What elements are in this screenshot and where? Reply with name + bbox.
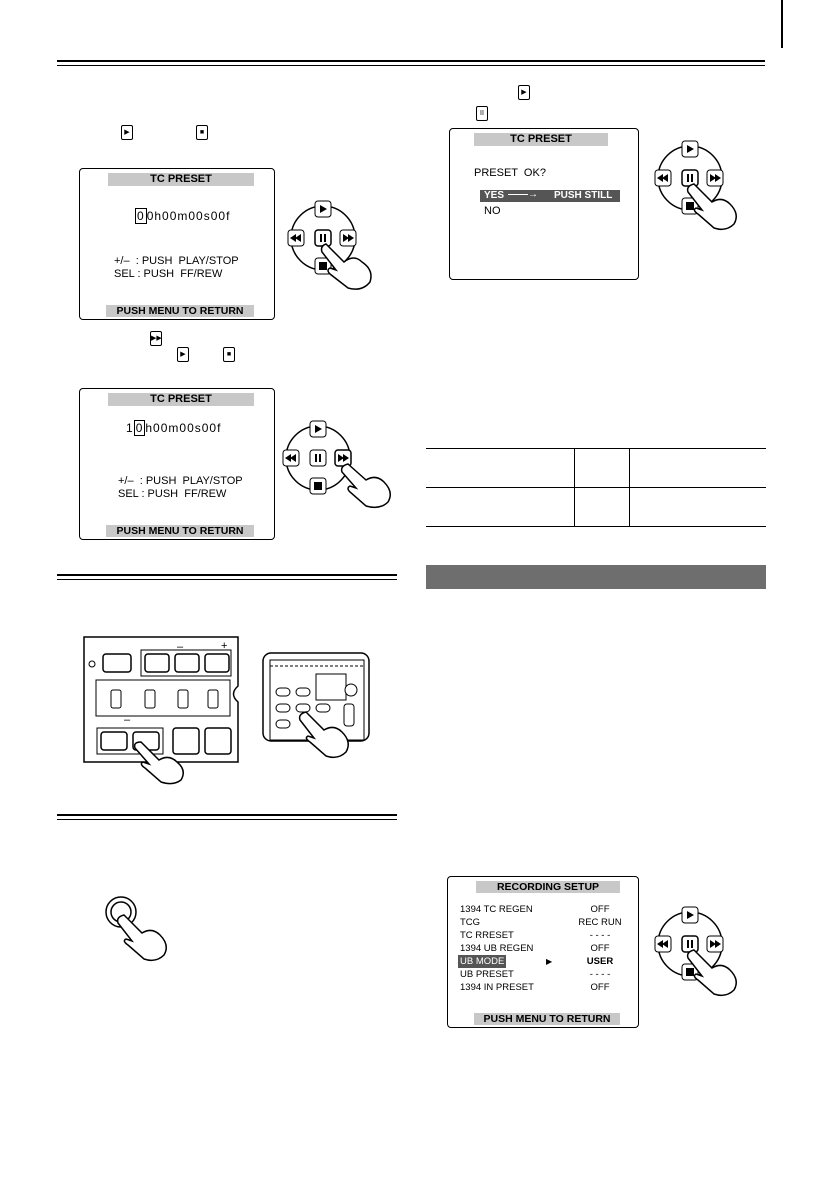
control-pad-icon-3 bbox=[648, 138, 760, 238]
tc-preset-screen-2 bbox=[79, 388, 275, 540]
menu-row-1394-in-preset: 1394 IN PRESET OFF bbox=[460, 982, 610, 993]
settings-table bbox=[426, 448, 766, 527]
timecode-display: 0 0h00m00s00f bbox=[137, 209, 231, 223]
panel-minus-sign-lower: – bbox=[124, 714, 131, 726]
yes-option-highlight bbox=[480, 190, 620, 202]
remote-control-illustration bbox=[262, 652, 384, 762]
table-row bbox=[426, 488, 766, 527]
menu-row-tcg: TCG REC RUN bbox=[460, 917, 622, 928]
section-rule bbox=[57, 814, 397, 816]
tc-preset-screen-1 bbox=[79, 168, 275, 320]
help-line-1: +/– : PUSH PLAY/STOP bbox=[114, 255, 239, 267]
panel-minus-sign: – bbox=[177, 641, 184, 653]
timecode-cursor: 0 bbox=[137, 209, 145, 223]
page-edge-line bbox=[781, 0, 783, 48]
screen-title: TC PRESET bbox=[108, 173, 254, 186]
preset-ok-question: PRESET OK? bbox=[474, 167, 546, 179]
control-pad-icon-2 bbox=[276, 412, 396, 512]
stop-button-icon: ■ bbox=[196, 125, 208, 140]
section-rule-thin bbox=[57, 819, 397, 820]
help-line-2: SEL : PUSH FF/REW bbox=[118, 488, 227, 500]
screen-title: RECORDING SETUP bbox=[476, 881, 620, 893]
table-cell bbox=[630, 449, 767, 488]
help-line-2: SEL : PUSH FF/REW bbox=[114, 268, 223, 280]
timecode-display: 1 0 h00m00s00f bbox=[126, 421, 222, 435]
screen-footer: PUSH MENU TO RETURN bbox=[106, 525, 254, 537]
screen-title: TC PRESET bbox=[108, 393, 254, 406]
control-pad-icon-1 bbox=[278, 192, 388, 292]
stop-button-icon: ■ bbox=[223, 347, 235, 362]
table-cell bbox=[426, 488, 575, 527]
menu-row-1394-tc-regen: 1394 TC REGEN OFF bbox=[460, 904, 610, 915]
section-rule-thin bbox=[57, 579, 397, 580]
screen-footer: PUSH MENU TO RETURN bbox=[106, 305, 254, 317]
play-button-icon: ▶ bbox=[177, 347, 189, 362]
play-button-icon: ▶ bbox=[518, 85, 530, 100]
ff-button-icon: ▶▶ bbox=[150, 331, 162, 346]
table-cell bbox=[575, 449, 630, 488]
arrow-icon: ——→ bbox=[508, 189, 538, 200]
help-line-1: +/– : PUSH PLAY/STOP bbox=[118, 475, 243, 487]
header-rule-thin bbox=[57, 65, 765, 66]
menu-row-1394-ub-regen: 1394 UB REGEN OFF bbox=[460, 943, 610, 954]
tc-preset-confirm-screen bbox=[449, 128, 639, 280]
button-press-illustration bbox=[104, 895, 194, 965]
table-cell bbox=[630, 488, 767, 527]
menu-row-tc-preset: TC RRESET - - - - bbox=[460, 930, 611, 941]
selection-arrow-icon: ▶ bbox=[546, 957, 553, 966]
no-option: NO bbox=[484, 205, 501, 217]
table-cell bbox=[426, 449, 575, 488]
header-rule bbox=[57, 60, 765, 62]
timecode-cursor: 0 bbox=[135, 421, 144, 435]
camera-panel-illustration bbox=[83, 636, 248, 786]
push-still-label: PUSH STILL bbox=[554, 190, 613, 201]
recording-setup-screen bbox=[447, 876, 639, 1028]
table-row bbox=[426, 449, 766, 488]
yes-option: YES bbox=[484, 190, 505, 201]
menu-row-ub-preset: UB PRESET - - - - bbox=[460, 969, 611, 980]
section-rule bbox=[57, 574, 397, 576]
play-button-icon: ▶ bbox=[121, 125, 133, 140]
screen-footer: PUSH MENU TO RETURN bbox=[474, 1013, 620, 1025]
pause-button-icon: II bbox=[476, 106, 488, 121]
table-cell bbox=[575, 488, 630, 527]
control-pad-icon-4 bbox=[648, 900, 760, 1000]
menu-row-ub-mode: UB MODE ▶ USER bbox=[460, 956, 614, 967]
section-heading-bar bbox=[426, 565, 766, 589]
screen-title: TC PRESET bbox=[474, 133, 608, 146]
panel-plus-sign: + bbox=[221, 640, 228, 652]
